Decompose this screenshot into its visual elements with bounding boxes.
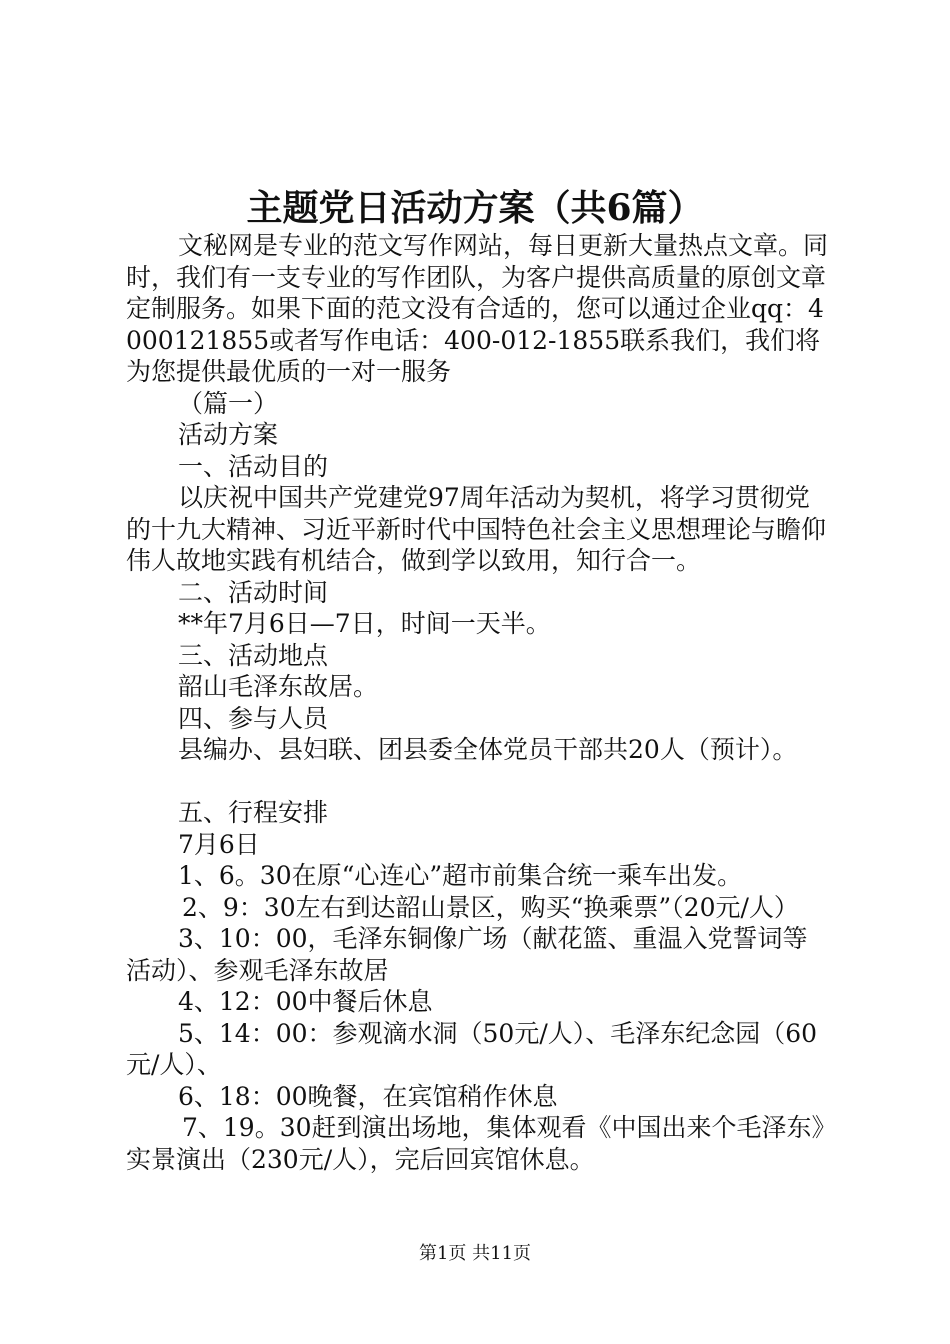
- schedule-date: 7月6日: [178, 829, 260, 859]
- schedule-item-3: 3、10：00，毛泽东铜像广场（献花篮、重温入党誓词等活动）、参观毛泽东故居: [126, 924, 808, 985]
- heading-time: 二、活动时间: [178, 577, 329, 607]
- schedule-item-5: 5、14：00：参观滴水洞（50元/人）、毛泽东纪念园（60元/人）、: [126, 1018, 818, 1079]
- document-body: [126, 230, 831, 1175]
- participants-paragraph: 县编办、县妇联、团县委全体党员干部共20人（预计）。: [178, 735, 798, 764]
- heading-purpose: 一、活动目的: [178, 451, 329, 481]
- plan-heading: 活动方案: [178, 420, 279, 449]
- schedule-item-2: 2、9：30左右到达韶山景区，购买“换乘票”（20元/人）: [182, 892, 799, 922]
- time-paragraph: **年7月6日—7日，时间一天半。: [178, 609, 551, 638]
- purpose-paragraph: 以庆祝中国共产党建党97周年活动为契机，将学习贯彻党的十九大精神、习近平新时代中国特色社会主义思想理论与瞻仰伟人故地实践有机结合，做到学以致用，知行合一。: [126, 483, 827, 575]
- schedule-item-1: 1、6。30在原“心连心”超市前集合统一乘车出发。: [178, 861, 743, 890]
- schedule-item-7: 7、19。30赶到演出场地，集体观看《中国出来个毛泽东》实景演出（230元/人），完后回宾馆休息。: [126, 1113, 825, 1174]
- section-label-part-one: （篇一）: [178, 388, 279, 418]
- heading-location: 三、活动地点: [178, 640, 329, 670]
- intro-paragraph: 文秘网是专业的范文写作网站，每日更新大量热点文章。同时，我们有一支专业的写作团队，为客户提供高质量的原创文章定制服务。如果下面的范文没有合适的，您可以通过企业qq：4000121855或者写作电话：400-012-1855联系我们，我们将为您提供最优质的一对一服务: [126, 231, 829, 386]
- location-paragraph: 韶山毛泽东故居。: [178, 672, 379, 701]
- blank-line: [126, 766, 831, 798]
- document-title: 主题党日活动方案（共6篇）: [246, 187, 704, 229]
- page-footer: 第1页 共11页: [418, 1243, 532, 1264]
- heading-schedule: 五、行程安排: [178, 798, 329, 827]
- schedule-item-4: 4、12：00中餐后休息: [178, 987, 433, 1016]
- schedule-item-6: 6、18：00晚餐，在宾馆稍作休息: [178, 1081, 558, 1111]
- heading-participants: 四、参与人员: [178, 703, 329, 733]
